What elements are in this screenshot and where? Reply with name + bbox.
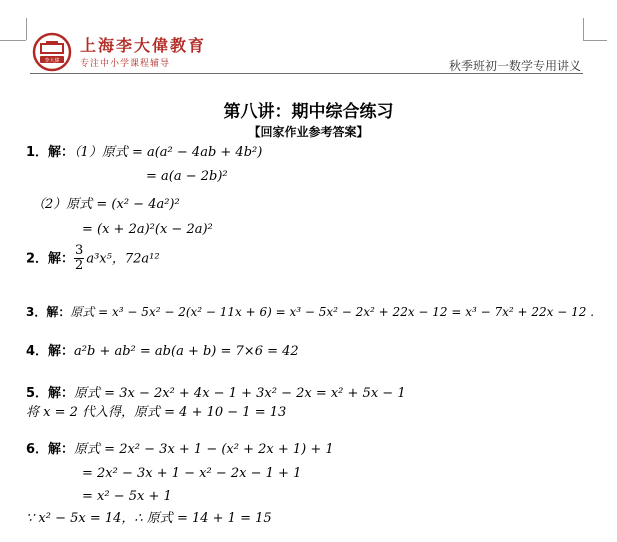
answer-text: 原式 = 2x² − 3x + 1 − (x² + 2x + 1) + 1 bbox=[74, 442, 334, 457]
answer-5-line-1 bbox=[26, 387, 406, 400]
header-rule bbox=[30, 73, 583, 74]
answer-6-line-1 bbox=[26, 443, 334, 456]
answer-1-line-1 bbox=[26, 146, 262, 159]
crop-mark-top-left bbox=[0, 40, 26, 41]
answer-text: = a(a − 2b)² bbox=[146, 169, 228, 184]
page-subtitle: 【回家作业参考答案】 bbox=[248, 125, 369, 139]
answer-4 bbox=[26, 345, 299, 358]
answer-label: 3．解： bbox=[26, 305, 71, 319]
answer-6-line-2 bbox=[82, 467, 301, 480]
answer-text: 原式 = 3x − 2x² + 4x − 1 + 3x² − 2x = x² + 5x − 1 bbox=[74, 386, 406, 401]
fraction-numerator: 3 bbox=[75, 243, 84, 258]
answer-6-line-4 bbox=[26, 512, 272, 525]
answer-text: = x² − 5x + 1 bbox=[82, 489, 172, 504]
answer-1-line-4 bbox=[82, 223, 213, 236]
answer-5-line-2 bbox=[26, 406, 286, 419]
answer-3 bbox=[26, 306, 594, 318]
answer-label: 1．解： bbox=[26, 145, 75, 160]
fraction bbox=[74, 244, 84, 274]
answer-label: 4．解： bbox=[26, 344, 75, 359]
brand-logo-icon bbox=[32, 32, 72, 72]
answer-text: = (x + 2a)²(x − 2a)² bbox=[82, 222, 213, 237]
answer-label: 6．解： bbox=[26, 442, 75, 457]
answer-label: 5．解： bbox=[26, 386, 75, 401]
course-label: 秋季班初一数学专用讲义 bbox=[448, 59, 581, 73]
fraction-denominator: 2 bbox=[75, 258, 84, 274]
crop-mark-top-right-vertical bbox=[583, 18, 584, 40]
answer-text: = 2x² − 3x + 1 − x² − 2x − 1 + 1 bbox=[82, 466, 302, 481]
answer-text: 将 x = 2 代入得，原式 = 4 + 10 − 1 = 13 bbox=[26, 405, 287, 420]
logo-text: 李大偉 bbox=[44, 58, 60, 64]
page-title: 第八讲：期中综合练习 bbox=[223, 102, 394, 122]
answer-text: ∵ x² − 5x = 14，∴ 原式 = 14 + 1 = 15 bbox=[26, 511, 272, 526]
brand-subtitle: 专注中小学课程辅导 bbox=[80, 59, 171, 69]
answer-1-line-2 bbox=[146, 170, 228, 183]
brand-title: 上海李大偉教育 bbox=[80, 36, 207, 55]
answer-label: 2．解： bbox=[26, 251, 75, 267]
answer-text: （1）原式 = a(a² − 4ab + 4b²) bbox=[74, 145, 263, 160]
crop-mark-top-left-vertical bbox=[26, 18, 27, 40]
answer-text: （2）原式 = (x² − 4a²)² bbox=[32, 197, 180, 212]
answer-text: a³x⁵，72a¹² bbox=[86, 251, 160, 267]
answer-2 bbox=[26, 244, 160, 274]
answer-6-line-3 bbox=[82, 490, 172, 503]
answer-1-line-3 bbox=[32, 198, 180, 211]
answer-text: 原式 = x³ − 5x² − 2(x² − 11x + 6) = x³ − 5x² − 2x² + 22x − 12 = x³ − 7x² + 22x − 12 . bbox=[70, 305, 595, 319]
answer-text: a²b + ab² = ab(a + b) = 7×6 = 42 bbox=[74, 344, 299, 359]
crop-mark-top-right bbox=[583, 40, 607, 41]
